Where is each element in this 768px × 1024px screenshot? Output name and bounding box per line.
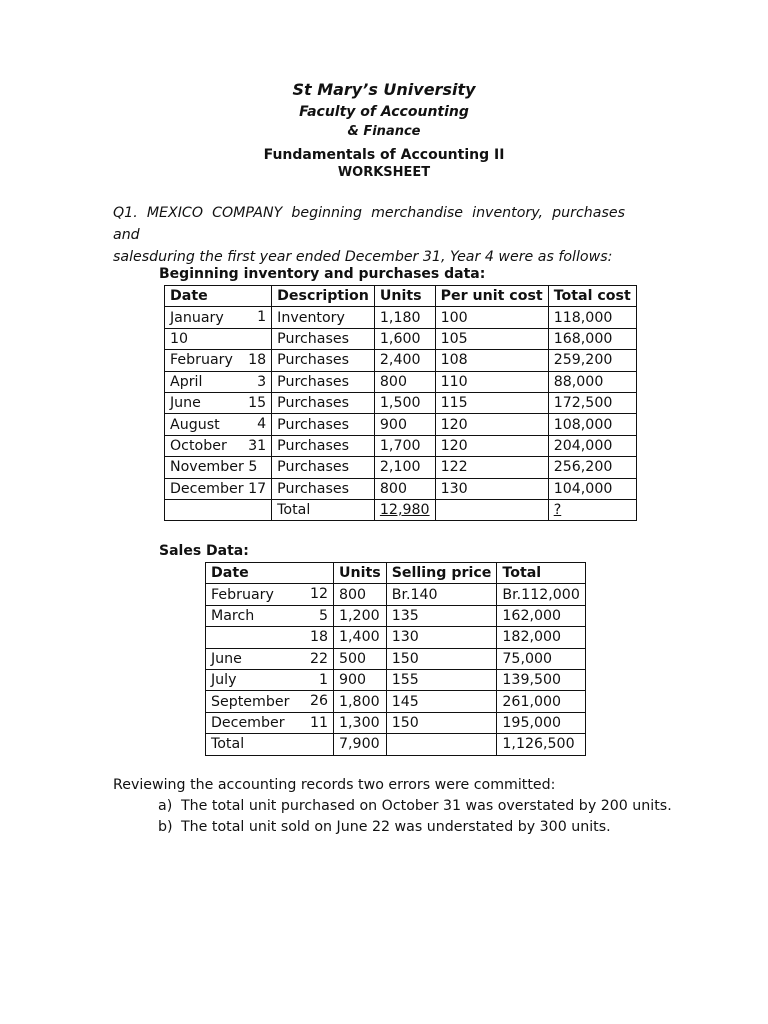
error-text: The total unit sold on June 22 was understated by 300 units. — [181, 819, 611, 835]
date-day: 11 — [309, 714, 328, 731]
total-cell: Br.112,000 — [497, 584, 585, 605]
date-month: December 17 — [170, 480, 267, 497]
total-cost-cell: 204,000 — [548, 435, 636, 456]
total-cost-cell — [548, 499, 636, 520]
sales-table — [205, 562, 586, 756]
date-cell — [206, 669, 334, 690]
table-row — [165, 328, 637, 349]
units-cell: 900 — [374, 414, 435, 435]
total-cost-cell: 172,500 — [548, 392, 636, 413]
table-row — [165, 457, 637, 478]
total-cost-cell: 88,000 — [548, 371, 636, 392]
error-marker: b) — [158, 819, 173, 835]
total-cell: 139,500 — [497, 669, 585, 690]
date-month: June — [211, 650, 242, 667]
units-cell: 800 — [374, 478, 435, 499]
table-row — [206, 627, 586, 648]
date-day: 5 — [318, 607, 328, 624]
total-cell: 182,000 — [497, 627, 585, 648]
error-list — [158, 796, 672, 838]
question-line-1: Q1. MEXICO COMPANY beginning merchandise inventory, purchases and — [113, 205, 625, 243]
question-line-2: salesduring the first year ended December 31, Year 4 were as follows: — [113, 249, 613, 265]
inventory-header-row — [165, 286, 637, 307]
university-name: St Mary’s University — [292, 80, 476, 99]
unit-cost-cell: 130 — [435, 478, 548, 499]
date-cell — [206, 712, 334, 733]
description-cell: Purchases — [272, 414, 375, 435]
date-month: February — [170, 352, 233, 369]
units-cell: 1,700 — [374, 435, 435, 456]
price-cell: 135 — [386, 605, 497, 626]
date-cell — [206, 627, 334, 648]
table-row — [206, 691, 586, 712]
error-item — [158, 796, 672, 817]
unit-cost-cell: 110 — [435, 371, 548, 392]
unit-cost-cell: 120 — [435, 435, 548, 456]
units-cell: 800 — [374, 371, 435, 392]
date-cell — [206, 584, 334, 605]
table-row — [165, 392, 637, 413]
total-cost-cell: 108,000 — [548, 414, 636, 435]
description-cell: Inventory — [272, 307, 375, 328]
date-cell — [165, 392, 272, 413]
description-cell: Purchases — [272, 328, 375, 349]
date-day: 15 — [248, 394, 267, 411]
unit-cost-cell: 122 — [435, 457, 548, 478]
header-total: Total — [497, 563, 585, 584]
description-cell: Purchases — [272, 435, 375, 456]
date-month: December — [211, 714, 285, 731]
unit-cost-cell: 120 — [435, 414, 548, 435]
date-cell — [206, 648, 334, 669]
sales-header-row — [206, 563, 586, 584]
date-cell — [206, 605, 334, 626]
table-row — [206, 605, 586, 626]
date-day: 4 — [257, 416, 267, 433]
date-cell — [206, 691, 334, 712]
date-day: 26 — [309, 693, 328, 710]
units-cell: 1,600 — [374, 328, 435, 349]
description-cell: Purchases — [272, 371, 375, 392]
unit-cost-cell: 100 — [435, 307, 548, 328]
total-amount: 1,126,500 — [497, 734, 585, 755]
date-month: 10 — [170, 330, 189, 347]
total-cell: 195,000 — [497, 712, 585, 733]
total-cost-cell: 104,000 — [548, 478, 636, 499]
date-day: 3 — [257, 373, 267, 390]
price-cell: 155 — [386, 669, 497, 690]
date-cell — [165, 307, 272, 328]
date-month: April — [170, 373, 203, 390]
units-cell: 1,180 — [374, 307, 435, 328]
review-intro: Reviewing the accounting records two errors were committed: — [113, 777, 556, 793]
faculty-line-2: & Finance — [347, 124, 421, 139]
table-row — [165, 414, 637, 435]
total-cost-cell: 118,000 — [548, 307, 636, 328]
table-row — [206, 669, 586, 690]
price-cell: 150 — [386, 648, 497, 669]
description-cell: Purchases — [272, 350, 375, 371]
table-row — [165, 478, 637, 499]
units-cell: 1,300 — [334, 712, 387, 733]
units-cell: 900 — [334, 669, 387, 690]
unit-cost-cell: 108 — [435, 350, 548, 371]
date-month: October — [170, 437, 227, 454]
description-cell: Purchases — [272, 457, 375, 478]
table-row — [206, 712, 586, 733]
error-item — [158, 817, 672, 838]
units-cell: 1,400 — [334, 627, 387, 648]
header-total-cost: Total cost — [548, 286, 636, 307]
units-cell: 1,200 — [334, 605, 387, 626]
empty-cell — [435, 499, 548, 520]
date-month: August — [170, 416, 220, 433]
date-cell — [165, 328, 272, 349]
units-cell: 800 — [334, 584, 387, 605]
price-cell: 145 — [386, 691, 497, 712]
units-cell: 2,400 — [374, 350, 435, 371]
question-text — [113, 202, 625, 268]
units-cell: 1,800 — [334, 691, 387, 712]
total-cell: 261,000 — [497, 691, 585, 712]
header-units: Units — [374, 286, 435, 307]
faculty-line-1: Faculty of Accounting — [299, 104, 469, 120]
date-month: September — [211, 693, 290, 710]
date-day: 18 — [248, 352, 267, 369]
date-month: June — [170, 395, 201, 412]
unit-cost-cell: 105 — [435, 328, 548, 349]
units-cell: 2,100 — [374, 457, 435, 478]
price-cell: 130 — [386, 627, 497, 648]
total-label: Total — [272, 499, 375, 520]
date-day: 22 — [309, 650, 328, 667]
total-cell: 75,000 — [497, 648, 585, 669]
price-cell: 150 — [386, 712, 497, 733]
total-row — [206, 734, 586, 755]
date-cell — [165, 414, 272, 435]
date-day: 1 — [318, 671, 328, 688]
total-units: 7,900 — [334, 734, 387, 755]
units-cell: 500 — [334, 648, 387, 669]
table-row — [165, 307, 637, 328]
total-cost-cell: 256,200 — [548, 457, 636, 478]
header-date: Date — [165, 286, 272, 307]
table-row — [165, 435, 637, 456]
total-units-cell — [374, 499, 435, 520]
inventory-table — [164, 285, 637, 521]
date-day: 1 — [257, 309, 267, 326]
table-row — [165, 350, 637, 371]
date-month: November 5 — [170, 459, 258, 476]
date-month: July — [211, 672, 237, 689]
course-title: Fundamentals of Accounting II — [263, 147, 505, 163]
total-cost-cell: 168,000 — [548, 328, 636, 349]
date-cell — [165, 350, 272, 371]
total-cost-cell: 259,200 — [548, 350, 636, 371]
date-day: 31 — [248, 437, 267, 454]
date-cell — [165, 371, 272, 392]
date-cell — [165, 457, 272, 478]
header-selling-price: Selling price — [386, 563, 497, 584]
date-month: February — [211, 586, 274, 603]
date-cell — [165, 435, 272, 456]
total-row — [165, 499, 637, 520]
description-cell: Purchases — [272, 478, 375, 499]
total-cell: 162,000 — [497, 605, 585, 626]
error-text: The total unit purchased on October 31 was overstated by 200 units. — [181, 798, 672, 814]
sales-table-caption: Sales Data: — [159, 543, 249, 559]
error-marker: a) — [158, 798, 173, 814]
header-units: Units — [334, 563, 387, 584]
header-description: Description — [272, 286, 375, 307]
total-units: 12,980 — [379, 502, 430, 519]
unit-cost-cell: 115 — [435, 392, 548, 413]
total-cost: ? — [553, 502, 562, 519]
inventory-table-caption: Beginning inventory and purchases data: — [159, 266, 486, 282]
table-row — [206, 648, 586, 669]
description-cell: Purchases — [272, 392, 375, 413]
empty-cell — [165, 499, 272, 520]
total-label: Total — [206, 734, 334, 755]
units-cell: 1,500 — [374, 392, 435, 413]
table-row — [206, 584, 586, 605]
price-cell: Br.140 — [386, 584, 497, 605]
total-price — [386, 734, 497, 755]
date-day: 12 — [309, 586, 328, 603]
header-date: Date — [206, 563, 334, 584]
date-month: March — [211, 607, 255, 624]
document-type: WORKSHEET — [337, 165, 431, 180]
header-unit-cost: Per unit cost — [435, 286, 548, 307]
date-cell — [165, 478, 272, 499]
date-month: January — [170, 309, 224, 326]
table-row — [165, 371, 637, 392]
date-day: 18 — [309, 629, 328, 646]
